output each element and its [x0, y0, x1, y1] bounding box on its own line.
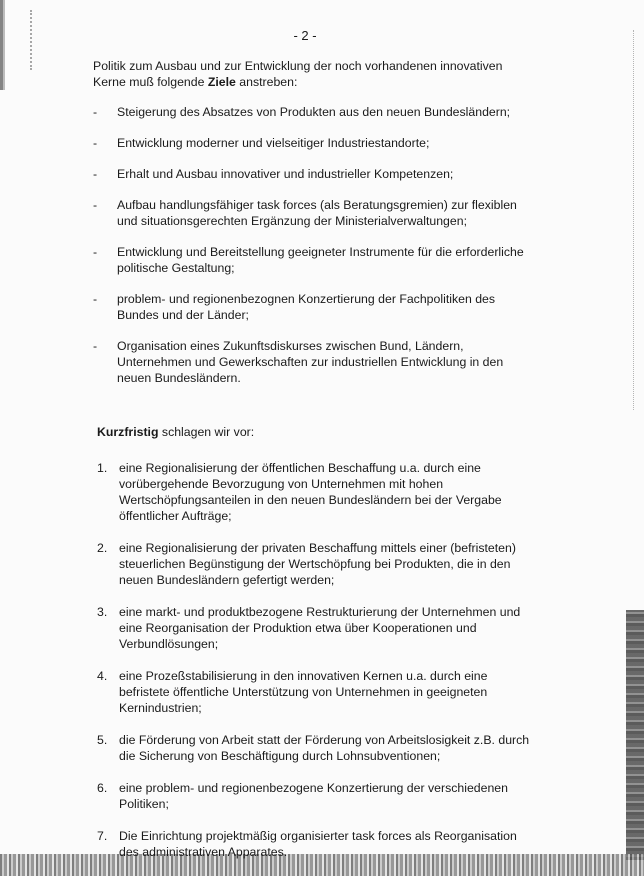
goal-text: Erhalt und Ausbau innovativer und industrieller Kompetenzen;: [117, 167, 454, 181]
scan-artifact-right-line: [633, 30, 636, 410]
goal-text: Aufbau handlungsfähiger task forces (als Beratungsgremien) zur flexiblen und situationsgerechten Ergänzung der Ministerialverwaltungen;: [117, 198, 517, 228]
proposal-text: eine Prozeßstabilisierung in den innovativen Kernen u.a. durch eine befristete öffentliche Unterstützung von Unternehmen in geeigneten Kernindustrien;: [119, 669, 488, 715]
proposal-item: [97, 780, 533, 812]
proposal-item: [97, 828, 533, 860]
goal-text: problem- und regionenbezognen Konzertierung der Fachpolitiken des Bundes und der Länder;: [117, 292, 496, 322]
short-term-heading: [97, 424, 533, 440]
page-number: - 2 -: [293, 28, 317, 43]
proposal-text: die Förderung von Arbeit statt der Förderung von Arbeitslosigkeit z.B. durch die Sicherung von Beschäftigung durch Lohnsubventionen;: [119, 733, 530, 763]
proposal-text: Die Einrichtung projektmäßig organisierter task forces als Reorganisation des administrativen Apparates.: [119, 829, 517, 859]
proposal-text: eine Regionalisierung der privaten Beschaffung mittels einer (befristeten) steuerlichen Begünstigung der Wertschöpfung bei Produkten, die in den neuen Bundesländern gefertigt werden;: [119, 541, 516, 587]
goal-item: [93, 104, 533, 120]
proposal-text: eine markt- und produktbezogene Restrukturierung der Unternehmen und eine Reorganisation der Produktion etwa über Kooperationen und Verbundlösungen;: [119, 605, 521, 651]
short-term-rest: schlagen wir vor:: [158, 425, 255, 439]
proposal-item: [97, 540, 533, 588]
goal-bullet: -: [93, 136, 98, 150]
proposal-number: 7.: [97, 829, 108, 843]
goal-item: [93, 135, 533, 151]
proposals-list: [93, 460, 533, 860]
scan-artifact-right: [626, 610, 644, 860]
intro-bold-word: Ziele: [207, 75, 236, 89]
proposal-number: 2.: [97, 541, 108, 555]
goal-bullet: -: [93, 292, 98, 306]
goal-bullet: -: [93, 167, 98, 181]
goal-item: [93, 338, 533, 386]
scan-artifact-left: [0, 0, 14, 90]
document-body: [93, 58, 533, 876]
intro-text-before: Politik zum Ausbau und zur Entwicklung der noch vorhandenen innovativen Kerne muß folgende: [93, 59, 503, 89]
intro-text-after: anstreben:: [235, 75, 298, 89]
goal-bullet: -: [93, 339, 98, 353]
short-term-bold: Kurzfristig: [97, 425, 159, 439]
goal-bullet: -: [93, 198, 98, 212]
goal-item: [93, 291, 533, 323]
intro-paragraph: [93, 58, 533, 90]
goals-list: [93, 104, 533, 386]
proposal-item: [97, 460, 533, 524]
goal-item: [93, 244, 533, 276]
proposal-number: 1.: [97, 461, 108, 475]
goal-item: [93, 166, 533, 182]
proposal-item: [97, 668, 533, 716]
goal-text: Steigerung des Absatzes von Produkten aus den neuen Bundesländern;: [117, 105, 511, 119]
goal-bullet: -: [93, 245, 98, 259]
proposal-text: eine problem- und regionenbezogene Konzertierung der verschiedenen Politiken;: [119, 781, 508, 811]
goal-bullet: -: [93, 105, 98, 119]
goal-text: Entwicklung und Bereitstellung geeigneter Instrumente für die erforderliche politische Gestaltung;: [117, 245, 524, 275]
proposal-number: 5.: [97, 733, 108, 747]
goal-text: Organisation eines Zukunftsdiskurses zwischen Bund, Ländern, Unternehmen und Gewerkschaften zur industriellen Entwicklung in den neuen Bundesländern.: [117, 339, 504, 385]
goal-text: Entwicklung moderner und vielseitiger Industriestandorte;: [117, 136, 430, 150]
goal-item: [93, 197, 533, 229]
proposal-number: 3.: [97, 605, 108, 619]
proposal-item: [97, 604, 533, 652]
proposal-number: 6.: [97, 781, 108, 795]
proposal-item: [97, 732, 533, 764]
proposal-number: 4.: [97, 669, 108, 683]
proposal-text: eine Regionalisierung der öffentlichen Beschaffung u.a. durch eine vorübergehende Bevorzugung von Unternehmen mit hohen Wertschöpfungsanteilen in den neuen Bundesländern bei der Vergabe öffentlicher Aufträge;: [119, 461, 502, 523]
